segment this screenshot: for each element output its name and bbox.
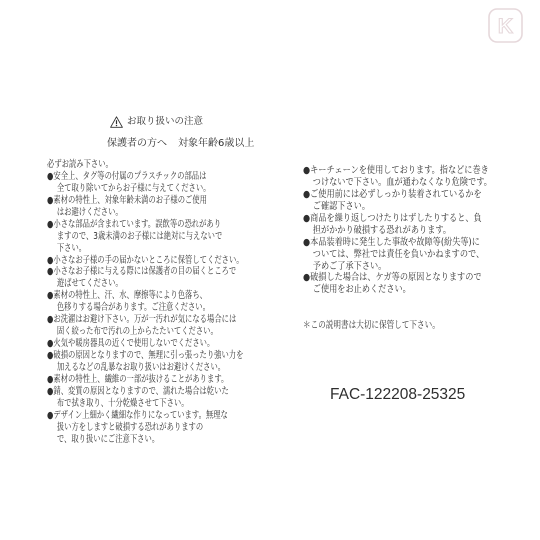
age-requirement: 対象年齢6歳以上: [178, 138, 255, 149]
caution-item-line: ●錆、変質の原因となりますので、濡れた場合は乾いた: [47, 385, 229, 397]
caution-item-line: ●商品を繰り返しつけたりはずしたりすると、負: [303, 212, 482, 224]
warning-icon: [110, 116, 123, 128]
caution-list-left: [47, 159, 307, 446]
must-read-note: 必ずお読み下さい。: [47, 159, 113, 170]
caution-item-line: ●小さなお子様に与える際には保護者の目の届くところで: [47, 266, 237, 278]
caution-item: [303, 237, 533, 273]
caution-item-line: ●素材の特性上、繊維の一部が抜けることがあります。: [47, 373, 229, 385]
caution-item: [47, 338, 307, 350]
caution-item: [47, 290, 307, 314]
caution-item-continuation: ついては、弊社では責任を負いかねますので、: [312, 248, 485, 260]
product-code: FAC-122208-25325: [330, 386, 466, 403]
caution-item: [47, 350, 307, 374]
caution-item-line: ●小さなお子様の手の届かないところに保管してください。: [47, 254, 244, 266]
caution-item-continuation: ご使用をお止めください。: [312, 284, 411, 296]
caution-item: [47, 171, 307, 195]
audience-row: [107, 137, 254, 151]
caution-item-line: ●素材の特性上、対象年齢未満のお子様のご使用: [47, 194, 208, 206]
caution-item-continuation: 予めご了承下さい。: [312, 260, 387, 272]
caution-item-continuation: 全て取り除いてからお子様に与えてください。: [56, 182, 211, 194]
caution-item: [47, 195, 307, 219]
caution-item-continuation: 下さい。: [56, 242, 87, 254]
caution-item-line: ●火気や暖房器具の近くで使用しないでください。: [47, 338, 215, 350]
caution-item-line: ●デザイン上細かく繊細な作りになっています。無理な: [47, 409, 228, 421]
caution-item-line: ●破損の原因となりますので、無理に引っ張ったり強い力を: [47, 350, 244, 361]
caution-item-line: ●キーチェーンを使用しております。指などに巻き: [303, 165, 489, 176]
caution-item-continuation: ますので、3歳未満のお子様には絶対に与えないで: [56, 230, 223, 242]
caution-item: [303, 272, 533, 296]
caution-heading: [110, 115, 203, 129]
caution-item-continuation: 加えるなどの乱暴なお取り扱いはお避けください。: [56, 361, 226, 373]
caution-item-continuation: つけないで下さい。血が通わなくなり危険です。: [312, 176, 492, 188]
caution-item: [303, 165, 533, 189]
caution-item: [47, 410, 307, 446]
caution-item: [47, 314, 307, 338]
caution-item-continuation: はお避けください。: [56, 206, 123, 218]
caution-item: [47, 374, 307, 386]
caution-item-continuation: 固く絞った布で汚れの上からたたいてください。: [56, 326, 218, 338]
caution-item-continuation: ご確認下さい。: [312, 200, 370, 212]
caution-item-line: ●小さな部品が含まれています。誤飲等の恐れがあり: [47, 218, 222, 230]
caution-item-line: ●安全上、タグ等の付属のプラスチックの部品は: [47, 170, 207, 182]
caution-item-continuation: 色移りする場合があります。ご注意ください。: [56, 302, 210, 314]
brand-logo: [488, 8, 523, 43]
caution-item-continuation: 遊ばせてください。: [56, 278, 123, 290]
caution-title: お取り扱いの注意: [127, 116, 204, 127]
keep-manual-note: ＊この説明書は大切に保管して下さい。: [303, 320, 440, 331]
caution-item-continuation: で、取り扱いにご注意下さい。: [56, 433, 160, 445]
logo-letter: K: [497, 15, 514, 38]
caution-list-right: [303, 165, 533, 296]
caution-item-line: ●素材の特性上、汗、水、摩擦等により色落ち、: [47, 290, 208, 302]
caution-item: [47, 255, 307, 267]
caution-item-line: ●ご使用前には必ずしっかり装着されているかを: [303, 188, 482, 200]
audience-label: 保護者の方へ: [107, 138, 167, 149]
caution-item: [47, 219, 307, 255]
caution-item-continuation: 担がかかり破損する恐れがあります。: [312, 224, 452, 236]
caution-item-line: ●お洗濯はお避け下さい。万が一汚れが気になる場合には: [47, 314, 237, 326]
caution-item-continuation: 布で拭き取り、十分乾燥させて下さい。: [56, 397, 189, 409]
caution-item: [303, 189, 533, 213]
caution-item-continuation: 扱い方をしますと破損する恐れがありますの: [56, 421, 204, 433]
caution-item: [303, 213, 533, 237]
caution-item: [47, 386, 307, 410]
caution-item-line: ●本品装着時に発生した事故や故障等(紛失等)に: [303, 236, 480, 248]
caution-item-line: ●破損した場合は、ケガ等の原因となりますので: [303, 272, 482, 284]
caution-item: [47, 266, 307, 290]
